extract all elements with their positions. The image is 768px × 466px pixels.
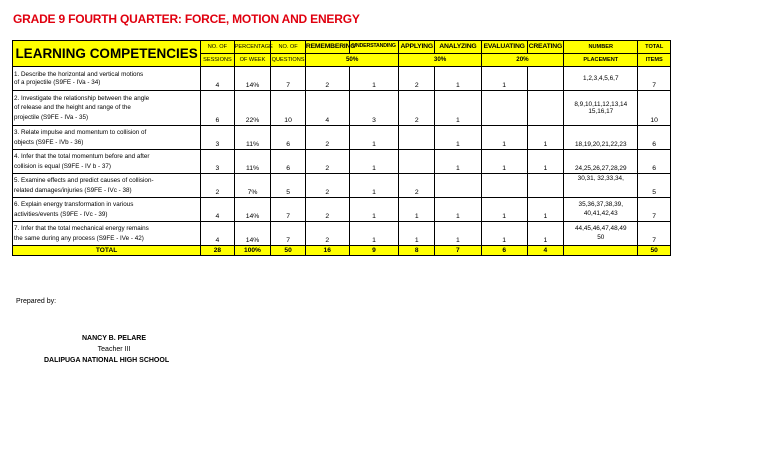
number-header: NUMBER [564, 41, 638, 54]
evaluating-cell: 1 [481, 67, 527, 91]
preparer-name: NANCY B. PELARE [81, 335, 147, 342]
placement-header: PLACEMENT [564, 54, 638, 67]
percentage-cell: 11% [234, 126, 271, 150]
totals-items: 50 [638, 246, 671, 256]
questions-cell: 7 [271, 198, 306, 222]
table-row [13, 91, 671, 126]
totals-applying: 8 [399, 246, 435, 256]
evaluating-cell [481, 91, 527, 126]
remembering-cell: 2 [305, 174, 349, 198]
totals-label: TOTAL [13, 246, 201, 256]
percentage-cell: 11% [234, 150, 271, 174]
creating-cell: 1 [527, 222, 564, 246]
competency-cell: 1. Describe the horizontal and vertical motions of a projectile (S9FE - IVa - 34) [13, 67, 201, 91]
percentage-cell: 7% [234, 174, 271, 198]
total-items-cell: 7 [638, 67, 671, 91]
evaluating-cell: 1 [481, 198, 527, 222]
analyzing-header: ANALYZING [435, 41, 482, 54]
questions-header-bottom: QUESTIONS [271, 54, 306, 67]
totals-evaluating: 6 [481, 246, 527, 256]
understanding-cell: 3 [349, 91, 399, 126]
applying-cell: 1 [399, 222, 435, 246]
creating-header: CREATING [527, 41, 564, 54]
sessions-cell: 2 [201, 174, 235, 198]
applying-header: APPLYING [399, 41, 435, 54]
sessions-cell: 6 [201, 91, 235, 126]
totals-understanding: 9 [349, 246, 399, 256]
total-header: TOTAL [638, 41, 671, 54]
remembering-cell: 2 [305, 67, 349, 91]
understanding-cell: 1 [349, 67, 399, 91]
sessions-cell: 4 [201, 222, 235, 246]
learning-competencies-header: LEARNING COMPETENCIES [13, 41, 201, 67]
sessions-cell: 3 [201, 126, 235, 150]
totals-percentage: 100% [234, 246, 271, 256]
understanding-cell: 1 [349, 222, 399, 246]
competency-cell: 7. Infer that the total mechanical energy remains the same during any process (S9FE - IVe - 42) [13, 222, 201, 246]
totals-sessions: 28 [201, 246, 235, 256]
competency-cell: 3. Relate impulse and momentum to collision of objects (S9FE - IVb - 36) [13, 126, 201, 150]
remembering-cell: 2 [305, 150, 349, 174]
preparer-position: Teacher III [97, 346, 131, 353]
understanding-cell: 1 [349, 126, 399, 150]
remembering-header: REMEMBERING [305, 41, 349, 54]
document-title: GRADE 9 FOURTH QUARTER: FORCE, MOTION AND ENERGY [13, 12, 360, 26]
pct-30-header: 30% [399, 54, 481, 67]
table-row [13, 222, 671, 246]
competency-cell: 2. Investigate the relationship between the angle of release and the height and range of the projectile (S9FE - IVa - 35) [13, 91, 201, 126]
evaluating-cell: 1 [481, 150, 527, 174]
analyzing-cell: 1 [435, 150, 482, 174]
totals-questions: 50 [271, 246, 306, 256]
questions-cell: 7 [271, 67, 306, 91]
remembering-cell: 2 [305, 222, 349, 246]
total-items-cell: 5 [638, 174, 671, 198]
remembering-cell: 4 [305, 91, 349, 126]
applying-cell: 2 [399, 67, 435, 91]
totals-creating: 4 [527, 246, 564, 256]
sessions-cell: 4 [201, 67, 235, 91]
pct-20-header: 20% [481, 54, 563, 67]
understanding-header: UNDERSTANDING [349, 41, 399, 54]
creating-cell: 1 [527, 150, 564, 174]
competency-cell: 6. Explain energy transformation in various activities/events (S9FE - IVc - 39) [13, 198, 201, 222]
creating-cell [527, 91, 564, 126]
questions-cell: 10 [271, 91, 306, 126]
pct-50-header: 50% [305, 54, 399, 67]
table-of-specifications [12, 40, 671, 256]
total-items-cell: 10 [638, 91, 671, 126]
total-items-cell: 7 [638, 222, 671, 246]
school-name: DALIPUGA NATIONAL HIGH SCHOOL [44, 357, 170, 364]
prepared-by-label: Prepared by: [16, 298, 57, 305]
creating-cell [527, 174, 564, 198]
percentage-cell: 14% [234, 198, 271, 222]
analyzing-cell: 1 [435, 91, 482, 126]
total-items-cell: 6 [638, 150, 671, 174]
competency-cell: 4. Infer that the total momentum before and after collision is equal (S9FE - IV b - 37) [13, 150, 201, 174]
remembering-cell: 2 [305, 126, 349, 150]
placement-cell: 8,9,10,11,12,13,14 15,16,17 [564, 91, 638, 126]
items-header: ITEMS [638, 54, 671, 67]
questions-cell: 6 [271, 150, 306, 174]
questions-cell: 5 [271, 174, 306, 198]
placement-cell: 30,31, 32,33,34, [564, 174, 638, 198]
applying-cell: 2 [399, 91, 435, 126]
creating-cell: 1 [527, 126, 564, 150]
percentage-header-top: PERCENTAGE [234, 41, 271, 54]
table-row [13, 150, 671, 174]
questions-header-top: NO. OF [271, 41, 306, 54]
evaluating-cell: 1 [481, 222, 527, 246]
table-row [13, 198, 671, 222]
questions-cell: 7 [271, 222, 306, 246]
understanding-cell: 1 [349, 198, 399, 222]
applying-cell [399, 126, 435, 150]
totals-placement [564, 246, 638, 256]
placement-cell: 44,45,46,47,48,49 50 [564, 222, 638, 246]
table-row [13, 126, 671, 150]
percentage-cell: 14% [234, 222, 271, 246]
remembering-cell: 2 [305, 198, 349, 222]
totals-analyzing: 7 [435, 246, 482, 256]
applying-cell: 1 [399, 198, 435, 222]
evaluating-cell: 1 [481, 126, 527, 150]
table-row [13, 174, 671, 198]
sessions-cell: 4 [201, 198, 235, 222]
applying-cell: 2 [399, 174, 435, 198]
competency-cell: 5. Examine effects and predict causes of collision- related damages/injuries (S9FE - IVc - 38) [13, 174, 201, 198]
sessions-cell: 3 [201, 150, 235, 174]
placement-cell: 24,25,26,27,28,29 [564, 150, 638, 174]
creating-cell: 1 [527, 198, 564, 222]
understanding-cell: 1 [349, 150, 399, 174]
placement-cell: 35,36,37,38,39, 40,41,42,43 [564, 198, 638, 222]
sessions-header-bottom: SESSIONS [201, 54, 235, 67]
analyzing-cell [435, 174, 482, 198]
placement-cell: 1,2,3,4,5,6,7 [564, 67, 638, 91]
evaluating-header: EVALUATING [481, 41, 527, 54]
total-items-cell: 7 [638, 198, 671, 222]
analyzing-cell: 1 [435, 67, 482, 91]
sessions-header-top: NO. OF [201, 41, 235, 54]
placement-cell: 18,19,20,21,22,23 [564, 126, 638, 150]
percentage-cell: 14% [234, 67, 271, 91]
evaluating-cell [481, 174, 527, 198]
percentage-header-bottom: OF WEEK [234, 54, 271, 67]
analyzing-cell: 1 [435, 126, 482, 150]
understanding-cell: 1 [349, 174, 399, 198]
questions-cell: 6 [271, 126, 306, 150]
totals-remembering: 16 [305, 246, 349, 256]
creating-cell [527, 67, 564, 91]
analyzing-cell: 1 [435, 222, 482, 246]
applying-cell [399, 150, 435, 174]
percentage-cell: 22% [234, 91, 271, 126]
totals-row [13, 246, 671, 256]
table-row [13, 67, 671, 91]
analyzing-cell: 1 [435, 198, 482, 222]
total-items-cell: 6 [638, 126, 671, 150]
